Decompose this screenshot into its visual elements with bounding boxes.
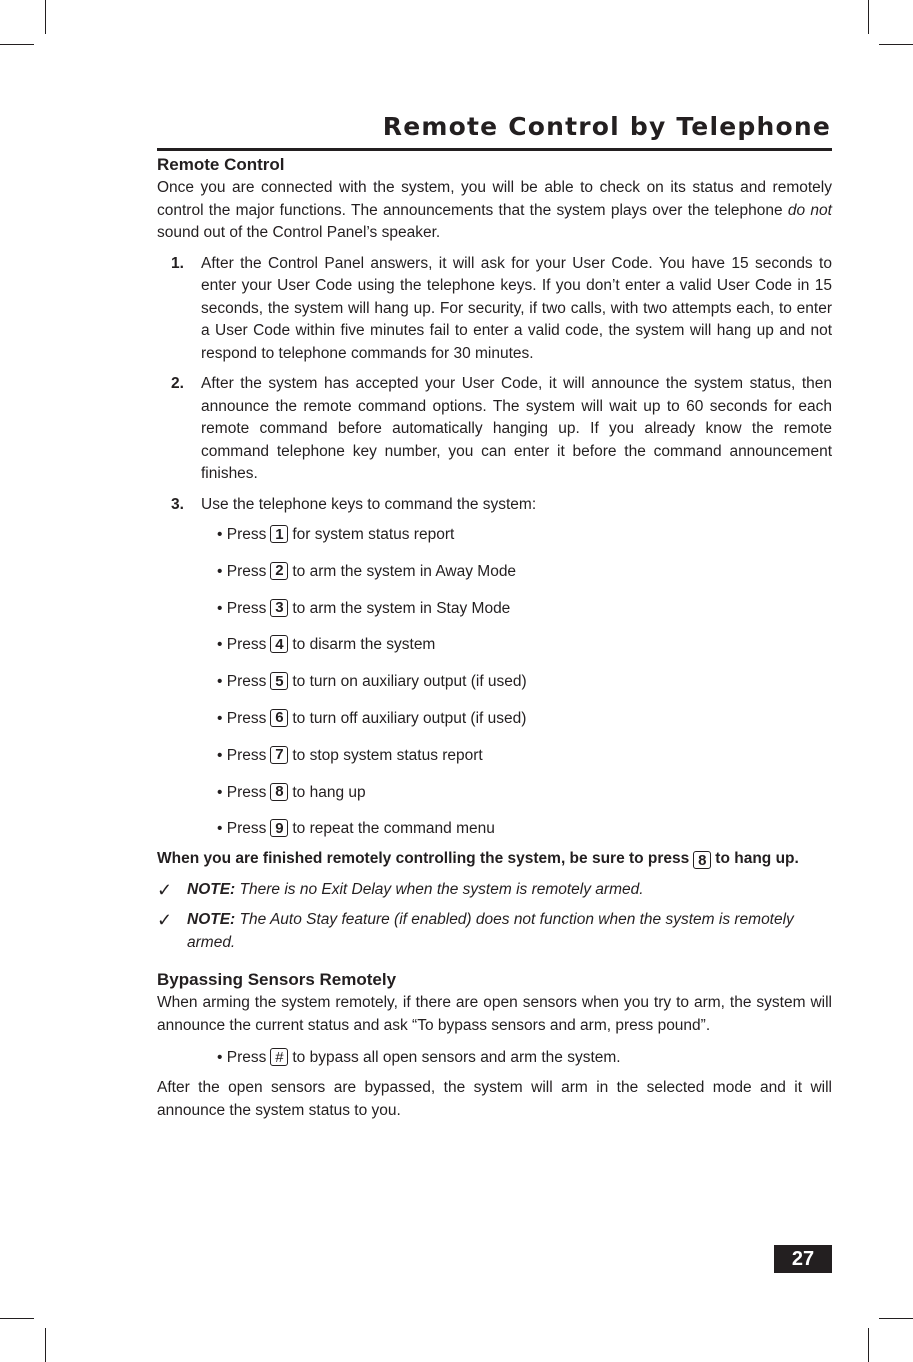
telephone-key-icon: 9: [270, 819, 288, 837]
crop-mark: [868, 0, 869, 34]
finish-instruction: [157, 848, 832, 871]
finish-text-end: to hang up.: [715, 850, 799, 868]
step-item: [157, 373, 832, 486]
bypassing-section: [157, 968, 832, 1122]
press-label: • Press: [217, 1049, 267, 1067]
note-body: There is no Exit Delay when the system is remotely armed.: [239, 880, 644, 898]
telephone-key-icon: 7: [270, 746, 288, 764]
press-label: • Press: [217, 599, 267, 617]
finish-text: When you are finished remotely controlling the system, be sure to press: [157, 850, 690, 868]
press-label: • Press: [217, 526, 267, 543]
command-item: [217, 1047, 832, 1077]
telephone-key-icon: 8: [693, 851, 711, 869]
bypass-command-list: [157, 1047, 832, 1077]
press-label: • Press: [217, 746, 267, 764]
press-label: • Press: [217, 562, 267, 580]
note: [157, 879, 832, 902]
press-label: • Press: [217, 783, 267, 801]
press-label: • Press: [217, 820, 267, 838]
bypassing-intro: When arming the system remotely, if there are open sensors when you try to arm, the system will announce the current status and ask “To bypass sensors and arm, press pound”.: [157, 994, 832, 1034]
telephone-key-icon: 1: [270, 525, 288, 543]
command-text: to stop system status report: [292, 746, 483, 764]
command-list: [157, 524, 832, 846]
remote-control-intro: [157, 177, 832, 245]
command-text: to hang up: [292, 783, 366, 801]
section-title-bypassing: Bypassing Sensors Remotely: [157, 970, 397, 990]
step-number: 1.: [171, 254, 184, 272]
page-content: [157, 153, 832, 1122]
note-body: The Auto Stay feature (if enabled) does not function when the system is remotely armed.: [187, 911, 794, 951]
note: [157, 909, 832, 954]
telephone-key-icon: 2: [270, 562, 288, 580]
crop-mark: [0, 44, 34, 45]
command-text: to arm the system in Stay Mode: [292, 599, 511, 617]
note-label: NOTE:: [187, 911, 236, 929]
steps-list: [157, 253, 832, 517]
page-header-title: Remote Control by Telephone: [382, 112, 831, 141]
press-label: • Press: [217, 709, 267, 727]
checkmark-icon: ✓: [157, 910, 173, 931]
command-text: to arm the system in Away Mode: [292, 562, 517, 580]
note-text: [187, 879, 832, 902]
command-text: for system status report: [292, 526, 455, 543]
intro-emphasis: do not: [787, 201, 832, 219]
crop-mark: [0, 1318, 34, 1319]
command-text: to turn off auxiliary output (if used): [292, 709, 527, 727]
telephone-key-icon: 8: [270, 783, 288, 801]
command-text: to bypass all open sensors and arm the system.: [292, 1049, 621, 1067]
command-text: to repeat the command menu: [292, 820, 495, 838]
command-item: [217, 634, 832, 671]
command-item: [217, 598, 832, 635]
page-number: 27: [774, 1245, 832, 1273]
command-item: [217, 782, 832, 819]
command-text: to disarm the system: [292, 636, 436, 654]
press-label: • Press: [217, 673, 267, 691]
command-item: [217, 708, 832, 745]
header-rule: [157, 148, 832, 151]
step-text: After the Control Panel answers, it will ask for your User Code. You have 15 seconds to enter your User Code using the telephone keys. If you don’t enter a valid User Code in 15 seconds, the system will hang up. For security, if two calls, with two attempts each, to enter a User Code within five minutes fail to enter a valid code, the system will hang up and not respond to telephone commands for 30 minutes.: [201, 254, 832, 362]
command-text: to turn on auxiliary output (if used): [292, 673, 527, 691]
telephone-key-icon: 3: [270, 599, 288, 617]
intro-text-end: sound out of the Control Panel’s speaker.: [157, 224, 441, 241]
pound-key-icon: #: [270, 1048, 288, 1066]
step-item: [157, 253, 832, 366]
command-item: [217, 671, 832, 708]
command-item: [217, 745, 832, 782]
command-item: [217, 818, 832, 846]
bypassing-outro: After the open sensors are bypassed, the system will arm in the selected mode and it will announce the system status to you.: [157, 1079, 832, 1119]
telephone-key-icon: 4: [270, 635, 288, 653]
crop-mark: [45, 0, 46, 34]
note-text: [187, 909, 832, 954]
step-text: Use the telephone keys to command the system:: [201, 495, 537, 513]
section-title-remote-control: Remote Control: [157, 155, 285, 174]
step-text: After the system has accepted your User Code, it will announce the system status, then announce the remote command options. The system will wait up to 60 seconds for each remote command before automatically hanging up. If you already know the remote command telephone key number, you can enter it before the command announcement finishes.: [201, 375, 832, 482]
step-number: 2.: [171, 375, 184, 392]
crop-mark: [879, 44, 913, 45]
crop-mark: [879, 1318, 913, 1319]
command-item: [217, 524, 832, 561]
crop-mark: [868, 1328, 869, 1362]
checkmark-icon: ✓: [157, 879, 173, 900]
crop-mark: [45, 1328, 46, 1362]
telephone-key-icon: 6: [270, 709, 288, 727]
intro-text: Once you are connected with the system, you will be able to check on its status and remotely control the major functions. The announcements that the system plays over the telephone: [157, 179, 832, 219]
press-label: • Press: [217, 636, 267, 654]
note-label: NOTE:: [187, 880, 236, 898]
step-item: [157, 494, 832, 517]
telephone-key-icon: 5: [270, 672, 288, 690]
command-item: [217, 561, 832, 598]
step-number: 3.: [171, 495, 184, 513]
